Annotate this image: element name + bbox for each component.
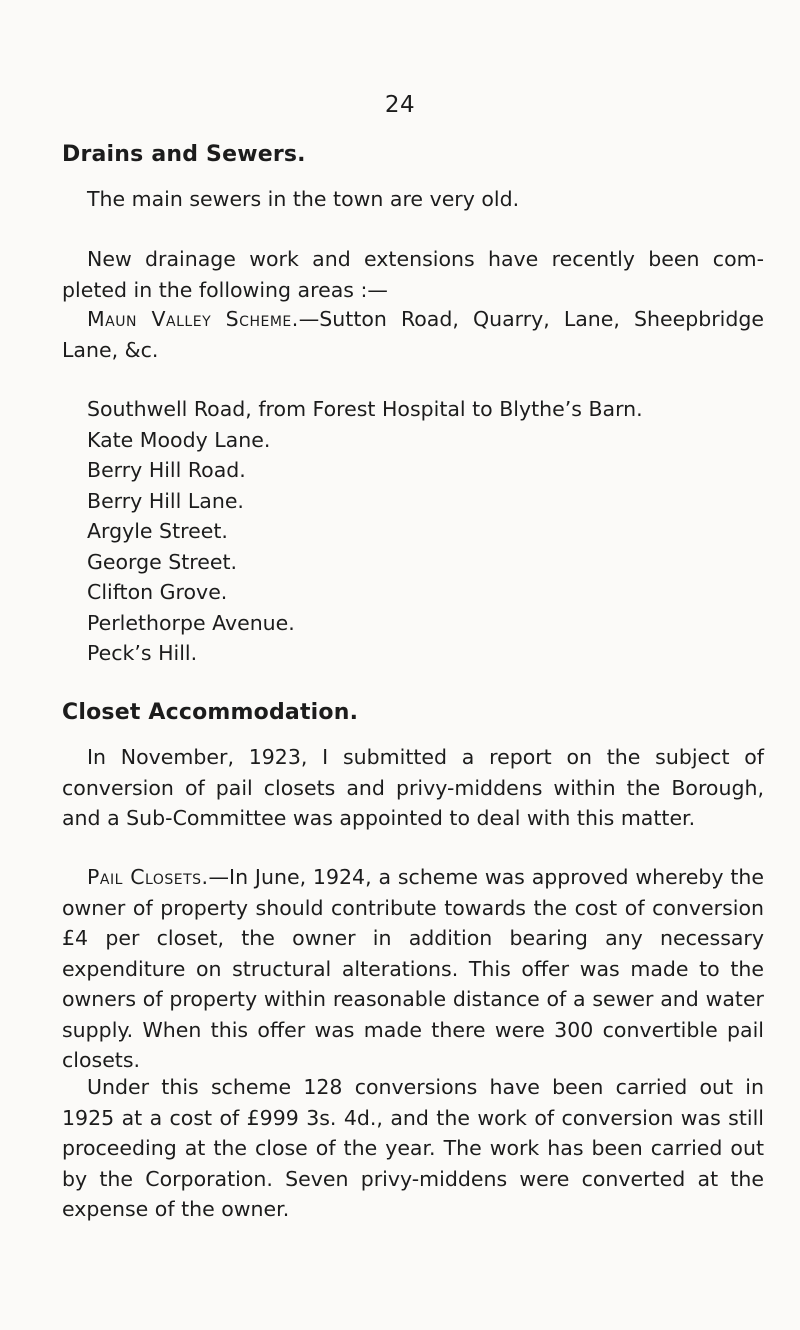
paragraph-new-drainage: New drainage work and extensions have recently been completed in the following areas :— (62, 247, 764, 302)
scheme-label: Maun Valley Scheme. (87, 307, 299, 331)
pail-text: —In June, 1924, a scheme was approved whereby the owner of property should contribute towards the cost of conversion £4 per closet, the owner in addition bearing any necessary expenditure on structural alterations. This offer was made to the owners of property within reasonable distance of a sewer and water supply. When this offer was made there were 300 convertible pail closets. (62, 865, 764, 1072)
road-item: Kate Moody Lane. (87, 427, 271, 452)
paragraph-conversions: Under this scheme 128 conversions have been carried out in 1925 at a cost of £999 3s. 4d., and the work of conversion was still proceeding at the close of the year. The work has been carried out by the Corporation. Seven privy-middens were converted at the expense of the owner. (62, 1075, 764, 1221)
scheme-text: —Sutton Road, Quarry, Lane, Sheepbridge Lane, &c. (62, 307, 764, 362)
paragraph-november-report: In November, 1923, I submitted a report on the subject of conversion of pail closets and privy-middens within the Borough, and a Sub-Committee was appointed to deal with this matter. (62, 745, 764, 830)
road-item: George Street. (87, 549, 238, 574)
paragraph-sewers-old: The main sewers in the town are very old. (87, 187, 520, 211)
paragraph-maun-valley (62, 304, 764, 365)
road-item: Clifton Grove. (87, 580, 228, 604)
section-heading-drains: Drains and Sewers. (62, 142, 306, 167)
road-item: Berry Hill Road. (87, 458, 246, 482)
section-heading-closet: Closet Accommodation. (62, 700, 359, 725)
pail-label: Pail Closets. (87, 865, 209, 889)
paragraph-pail-closets (62, 862, 764, 1076)
road-item: Peck’s Hill. (87, 641, 198, 665)
page-number: 24 (384, 92, 416, 118)
road-list (87, 394, 643, 669)
road-item: Southwell Road, from Forest Hospital to Blythe’s Barn. (87, 397, 643, 421)
road-item: Berry Hill Lane. (87, 488, 244, 513)
road-item: Argyle Street. (87, 519, 228, 543)
road-item: Perlethorpe Avenue. (87, 610, 295, 635)
